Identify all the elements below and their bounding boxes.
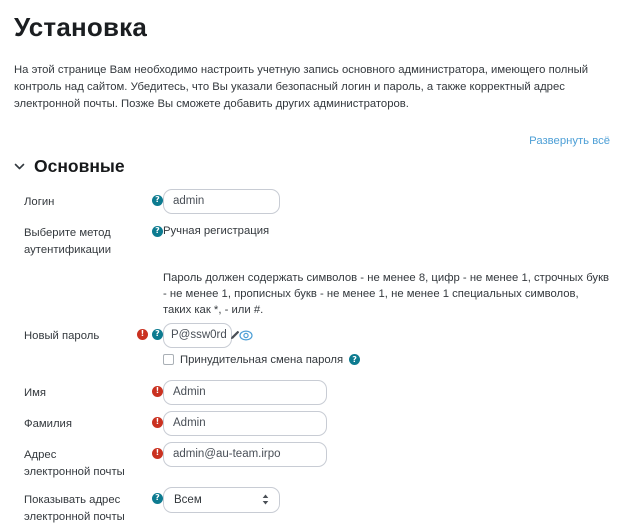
- password-unmask-eye-icon[interactable]: [239, 330, 253, 341]
- email-visibility-select[interactable]: [163, 487, 280, 513]
- required-icon: !: [152, 448, 163, 459]
- help-icon[interactable]: ?: [152, 226, 163, 237]
- form-row-firstname: [14, 380, 610, 405]
- force-password-change-label: Принудительная смена пароля: [180, 353, 344, 366]
- help-icon[interactable]: ?: [152, 493, 163, 504]
- form-row-email: [14, 442, 610, 481]
- email-visibility-label: Показывать адрес электронной почты: [24, 493, 125, 523]
- lastname-label: Фамилия: [24, 417, 72, 430]
- form-row-lastname: [14, 411, 610, 436]
- required-icon: !: [152, 417, 163, 428]
- username-input[interactable]: [163, 189, 280, 214]
- auth-method-value: Ручная регистрация: [163, 224, 270, 237]
- lastname-input[interactable]: [163, 411, 327, 436]
- help-icon[interactable]: ?: [152, 329, 163, 340]
- firstname-input[interactable]: [163, 380, 327, 405]
- new-password-value: P@ssw0rd: [171, 329, 227, 342]
- password-hint-row: [14, 270, 610, 318]
- section-header-general[interactable]: [14, 156, 610, 177]
- help-icon[interactable]: ?: [349, 354, 360, 365]
- required-icon: !: [152, 386, 163, 397]
- form-row-new-password: [14, 323, 610, 348]
- help-icon[interactable]: ?: [152, 195, 163, 206]
- expand-all-link[interactable]: Развернуть всё: [529, 134, 610, 147]
- force-password-change-row: [14, 354, 610, 366]
- username-label: Логин: [24, 195, 55, 208]
- select-arrows-icon: [262, 494, 269, 505]
- auth-method-label: Выберите метод аутентификации: [24, 226, 112, 256]
- expand-all-row: [14, 131, 610, 149]
- new-password-input[interactable]: [163, 323, 232, 348]
- email-visibility-value: Всем: [174, 493, 202, 506]
- intro-text: На этой странице Вам необходимо настроить учетную запись основного администратора, имеющего полный контроль над сайтом. Убедитесь, что Вы указали безопасный логин и пароль, а также корректный адрес электронной почты. Позже Вы сможете добавить других администраторов.: [14, 64, 589, 110]
- email-input[interactable]: [163, 442, 327, 467]
- chevron-down-icon: [14, 161, 25, 172]
- new-password-label: Новый пароль: [24, 329, 100, 342]
- form-row-username: [14, 189, 610, 214]
- password-hint-text: Пароль должен содержать символов - не менее 8, цифр - не менее 1, строчных букв - не менее 1, прописных букв - не менее 1, не менее 1 специальных символов, таких как *, - или #.: [163, 271, 610, 316]
- page-title: Установка: [14, 12, 148, 42]
- form-row-email-visibility: [14, 487, 610, 526]
- force-password-change-checkbox[interactable]: [163, 354, 174, 365]
- firstname-label: Имя: [24, 386, 47, 399]
- email-label: Адрес электронной почты: [24, 448, 125, 478]
- required-icon: !: [137, 329, 148, 340]
- section-title: Основные: [34, 155, 125, 176]
- form-row-auth-method: [14, 220, 610, 259]
